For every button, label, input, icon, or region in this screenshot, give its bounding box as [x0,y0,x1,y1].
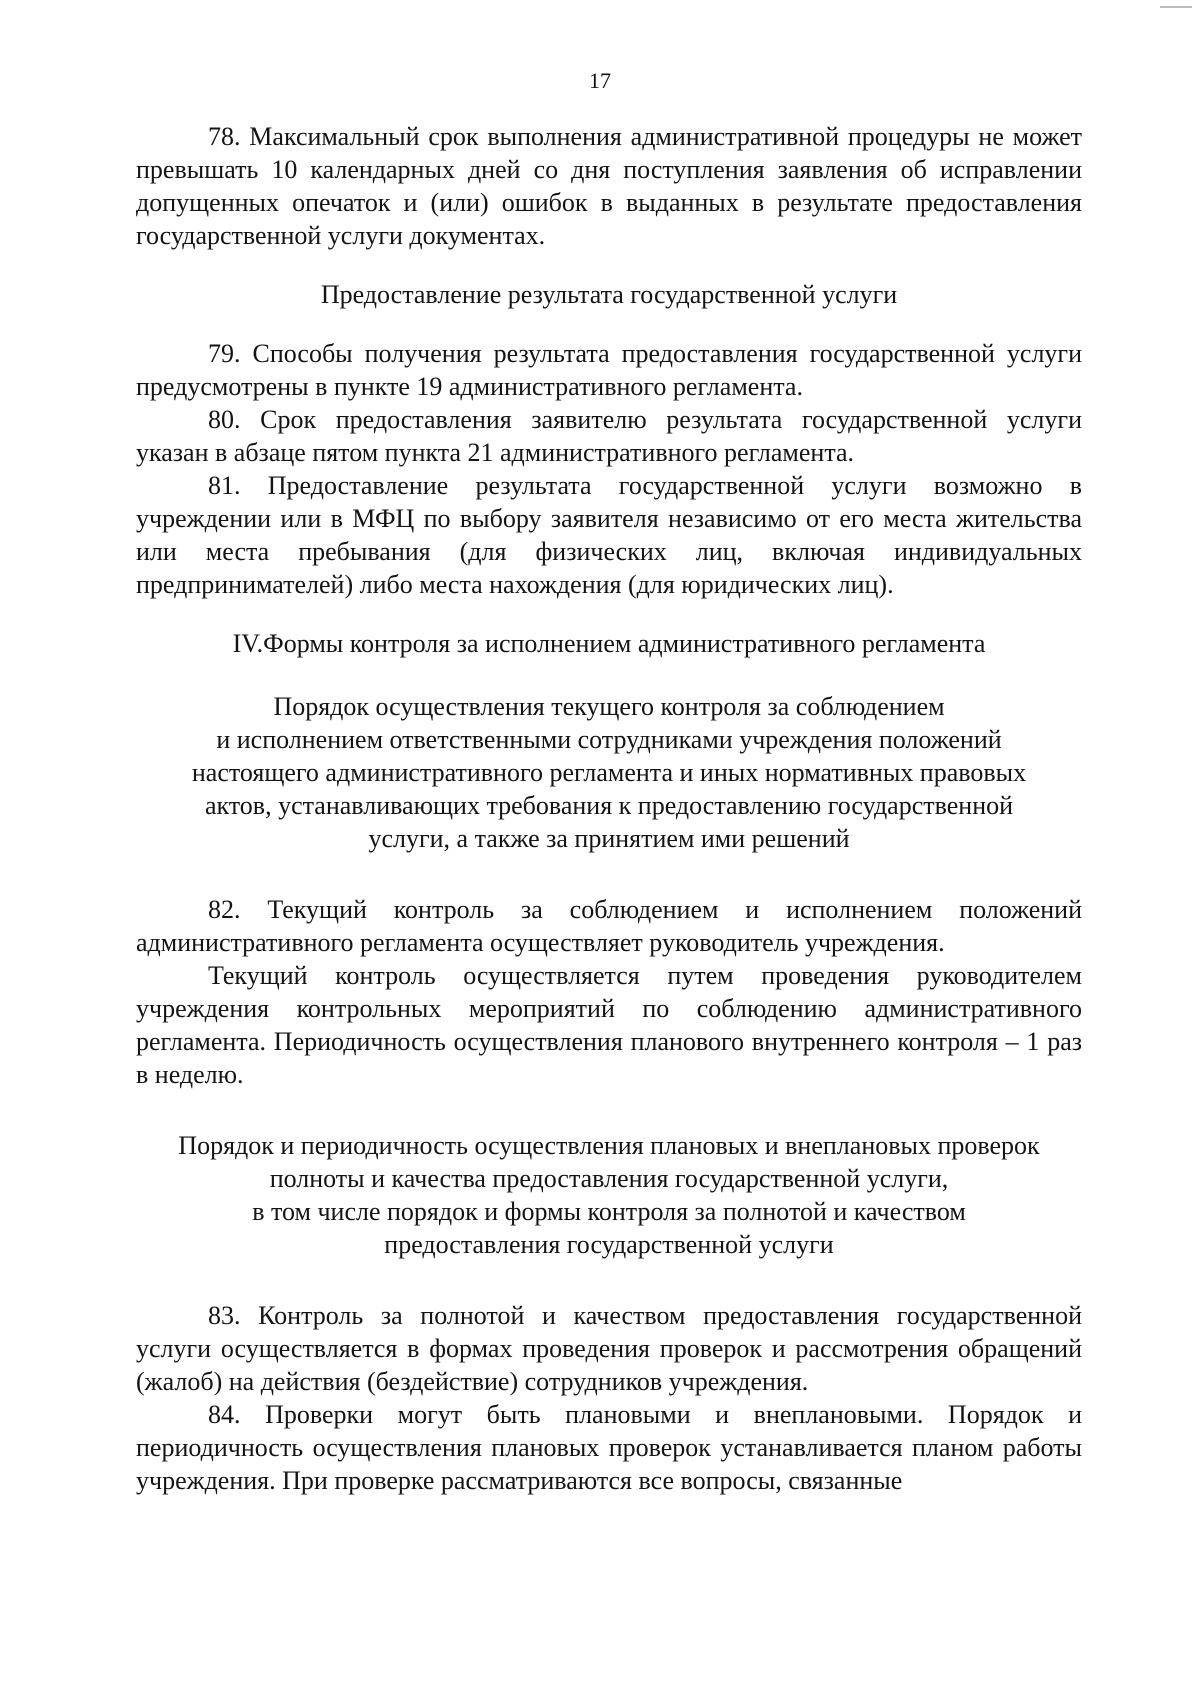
paragraph-84: 84. Проверки могут быть плановыми и внеплановыми. Порядок и периодичность осуществления плановых проверок устанавливается планом работы учреждения. При проверке рассматриваются все вопросы, связанные [136,1400,1082,1495]
heading-line: предоставления государственной услуги [384,1230,834,1259]
heading-line: полноты и качества предоставления государственной услуги, [269,1164,949,1193]
paragraph-82: 82. Текущий контроль за соблюдением и исполнением положений административного регламента осуществляет руководитель учреждения. [136,895,1082,957]
section-heading-control-forms: IV.Формы контроля за исполнением административного регламента [232,629,986,658]
heading-line: Порядок и периодичность осуществления плановых и внеплановых проверок [178,1131,1040,1160]
paragraph-82-continued: Текущий контроль осуществляется путем проведения руководителем учреждения контрольных мероприятий по соблюдению административного регламента. Периодичность осуществления планового внутреннего контроля – 1 раз в неделю. [136,961,1082,1089]
heading-line: и исполнением ответственными сотрудниками учреждения положений [216,725,1002,754]
paragraph-81: 81. Предоставление результата государственной услуги возможно в учреждении или в МФЦ по выбору заявителя независимо от его места жительства или места пребывания (для физических лиц, включая индивидуальных предпринимателей) либо места нахождения (для юридических лиц). [136,471,1082,599]
page-number: 17 [589,68,611,93]
page-content [136,120,1082,1497]
scan-edge-mark [1160,6,1192,8]
heading-result-provision: Предоставление результата государственной услуги [320,280,898,309]
heading-line: Порядок осуществления текущего контроля за соблюдением [273,692,945,721]
heading-current-control [136,690,1082,855]
paragraph-78: 78. Максимальный срок выполнения административной процедуры не может превышать 10 календарных дней со дня поступления заявления об исправлении допущенных опечаток и (или) ошибок в выданных в результате предоставления государственной услуги документах. [136,122,1082,250]
heading-line: в том числе порядок и формы контроля за полнотой и качеством [252,1197,966,1226]
heading-line: настоящего административного регламента и иных нормативных правовых [191,758,1027,787]
paragraph-80: 80. Срок предоставления заявителю результата государственной услуги указан в абзаце пятом пункта 21 административного регламента. [136,405,1082,467]
heading-line: актов, устанавливающих требования к предоставлению государственной [204,791,1014,820]
heading-inspections [136,1129,1082,1261]
paragraph-79: 79. Способы получения результата предоставления государственной услуги предусмотрены в пункте 19 административного регламента. [136,339,1082,401]
paragraph-83: 83. Контроль за полнотой и качеством предоставления государственной услуги осуществляется в формах проведения проверок и рассмотрения обращений (жалоб) на действия (бездействие) сотрудников учреждения. [136,1301,1082,1396]
heading-line: услуги, а также за принятием ими решений [368,824,850,853]
